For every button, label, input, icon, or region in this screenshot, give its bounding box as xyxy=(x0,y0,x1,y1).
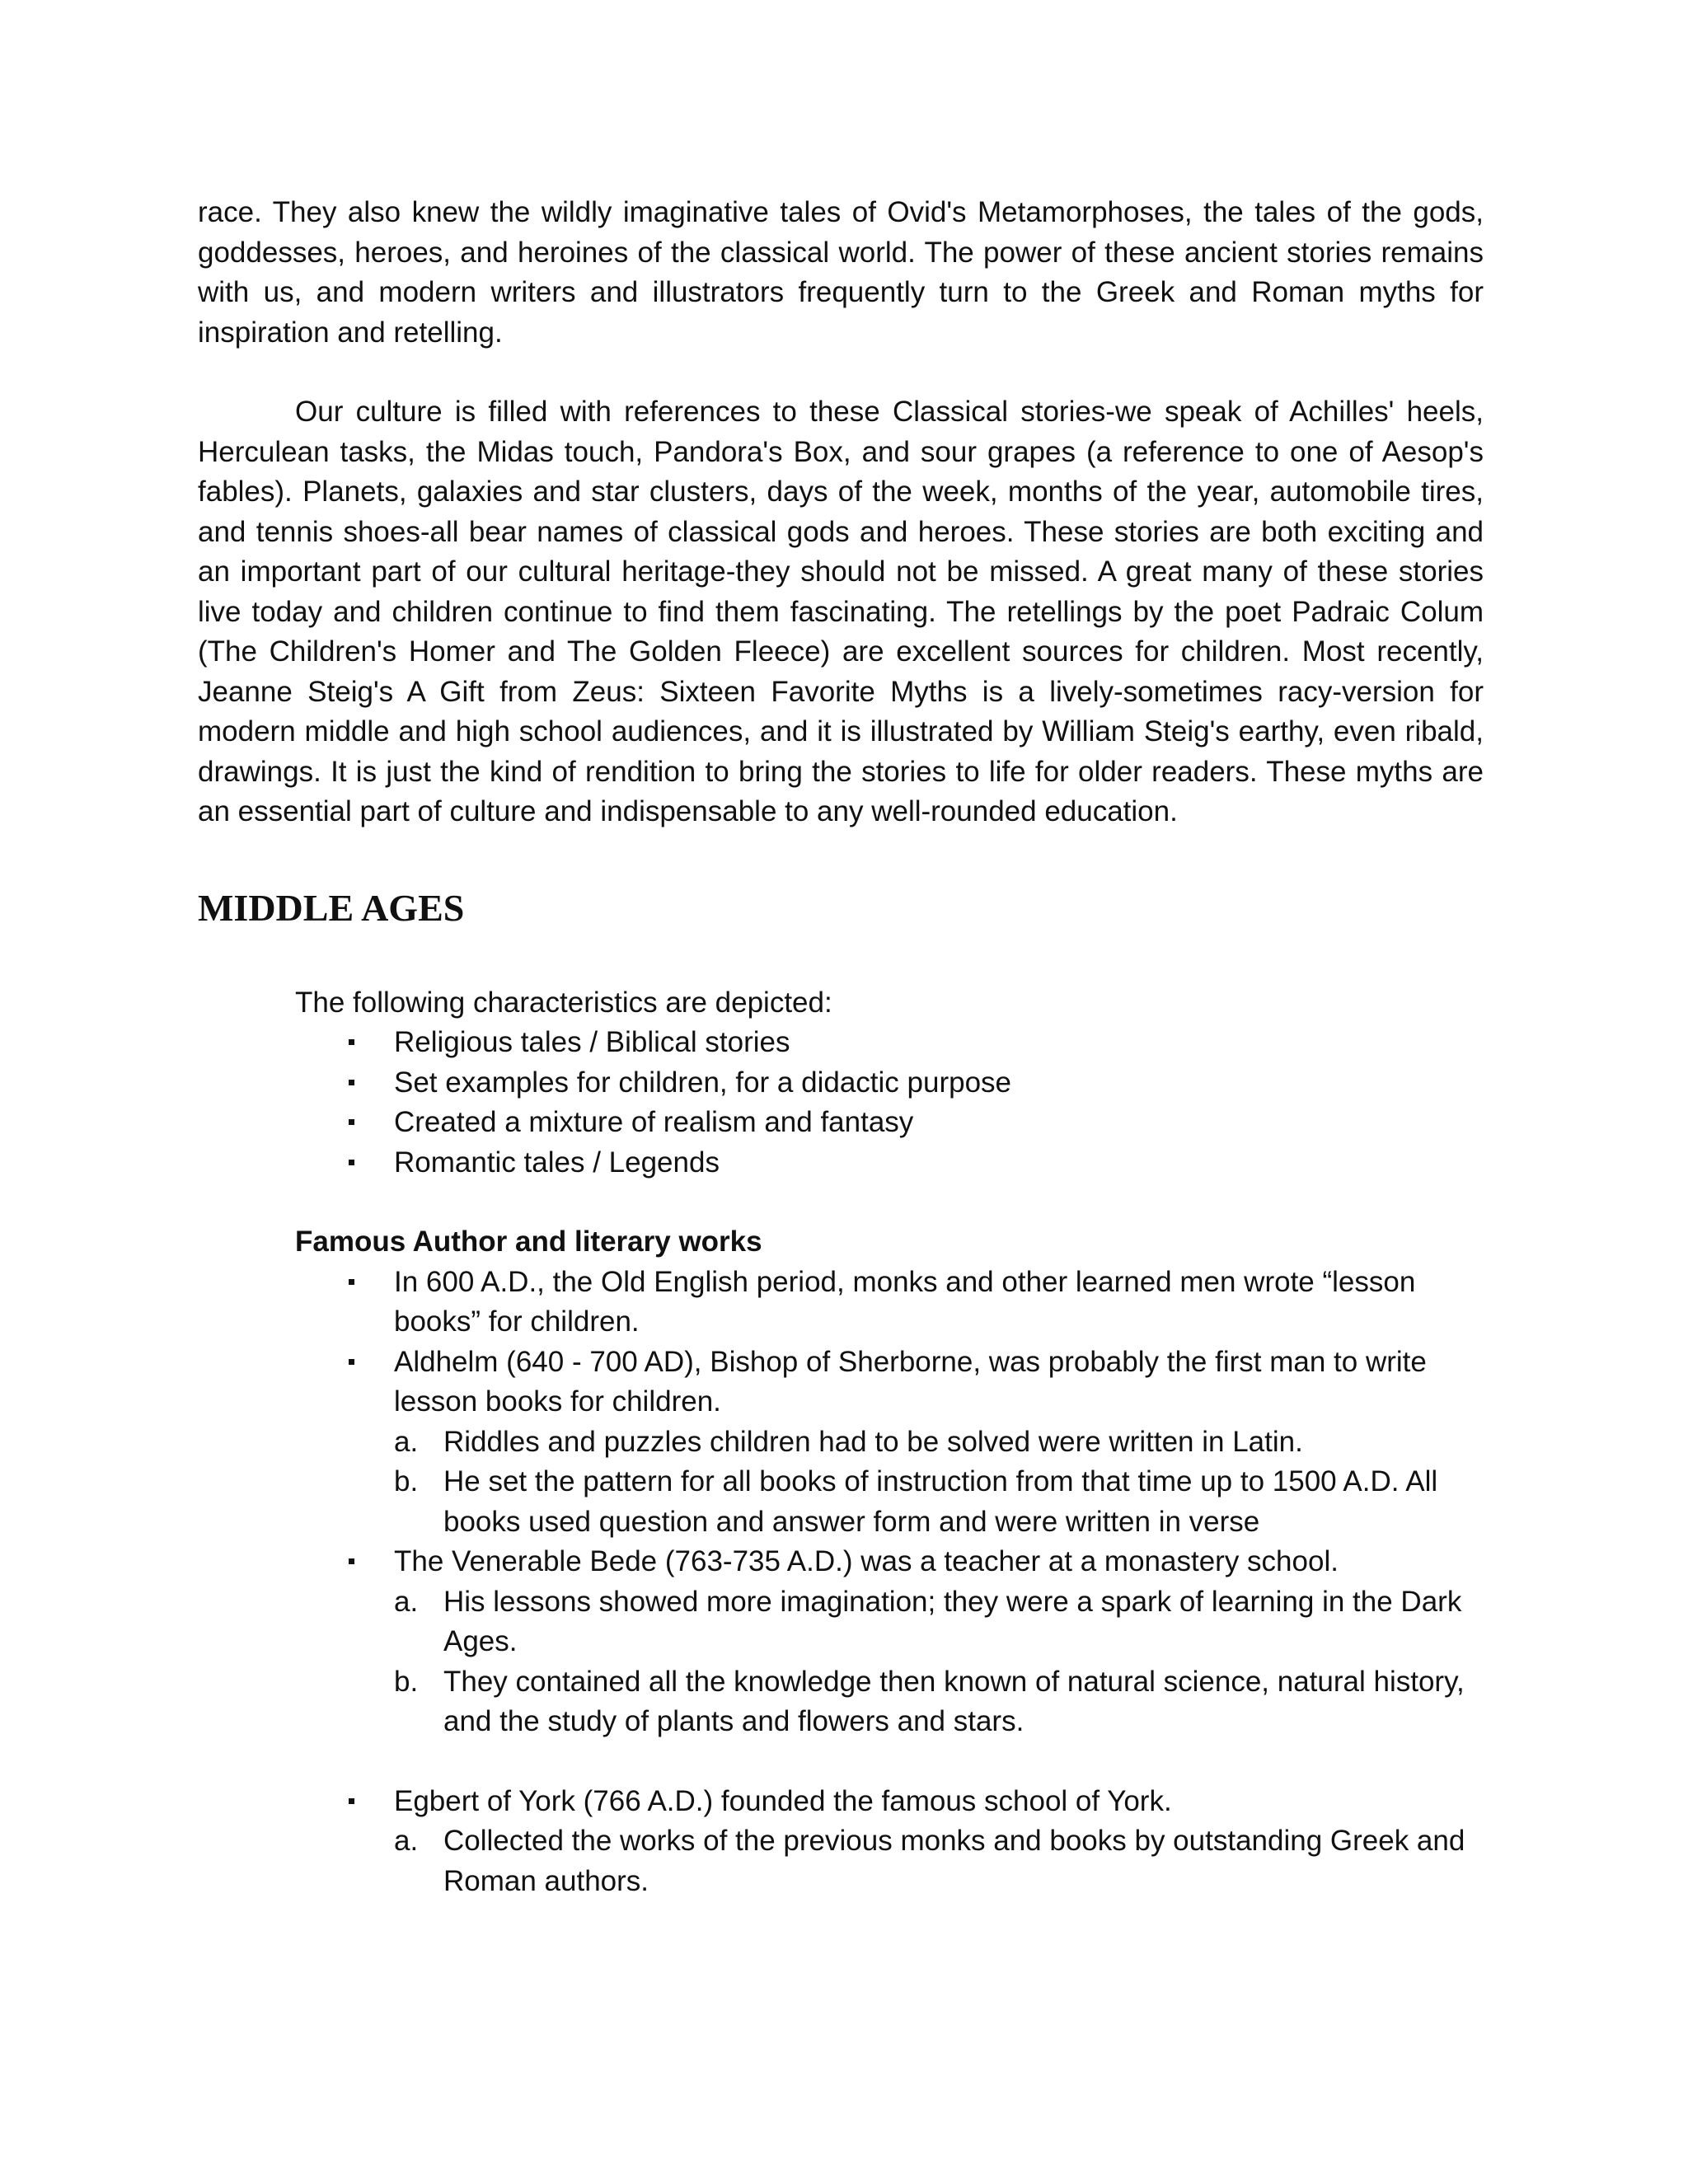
sub-list-marker: a. xyxy=(394,1825,419,1858)
paragraph-cultural-references: Our culture is filled with references to these Classical stories-we speak of Achilles' heels, Herculean tasks, the Midas touch, Pandora's Box, and sour grapes (a reference to one of Aesop's fables). Planets, galaxies and star clusters, days of the week, months of the year, automobile tires, and tennis shoes-all bear names of classical gods and heroes. These stories are both exciting and an important part of our cultural heritage-they should not be missed. A great many of these stories live today and children continue to find them fascinating. The retellings by the poet Padraic Colum (The Children's Homer and The Golden Fleece) are excellent sources for children. Most recently, Jeanne Steig's A Gift from Zeus: Sixteen Favorite Myths is a lively-sometimes racy-version for modern middle and high school audiences, and it is illustrated by William Steig's earthy, even ribald, drawings. It is just the kind of rendition to bring the stories to life for older readers. These myths are an essential part of culture and indispensable to any well-rounded education. xyxy=(198,396,1484,827)
works-heading: Famous Author and literary works xyxy=(295,1226,762,1258)
work-text: Egbert of York (766 A.D.) founded the famous school of York. xyxy=(394,1784,1172,1817)
sub-list xyxy=(394,1582,1484,1742)
sub-list-marker: b. xyxy=(394,1465,419,1498)
sub-list-item xyxy=(394,1462,1484,1542)
sub-list xyxy=(394,1821,1484,1901)
list-item: Created a mixture of realism and fantasy xyxy=(295,1103,1484,1143)
sub-list-text: He set the pattern for all books of instruction from that time up to 1500 A.D. All books used question and answer form and were written in verse xyxy=(443,1465,1438,1538)
sub-list-text: Riddles and puzzles children had to be solved were written in Latin. xyxy=(443,1425,1303,1458)
list-item: Set examples for children, for a didactic purpose xyxy=(295,1063,1484,1104)
sub-list-item xyxy=(394,1662,1484,1742)
sub-list-marker: a. xyxy=(394,1425,419,1458)
sub-list-text: His lessons showed more imagination; they were a spark of learning in the Dark Ages. xyxy=(443,1585,1462,1658)
section-body xyxy=(295,983,1484,1902)
sub-list-marker: a. xyxy=(394,1585,419,1618)
sub-list-marker: b. xyxy=(394,1665,419,1698)
paragraph-classical-tales: race. They also knew the wildly imaginative tales of Ovid's Metamorphoses, the tales of the gods, goddesses, heroes, and heroines of the classical world. The power of these ancient stories remains with us, and modern writers and illustrators frequently turn to the Greek and Roman myths for inspiration and retelling. xyxy=(198,196,1484,349)
characteristics-list xyxy=(295,1023,1484,1183)
list-item xyxy=(295,1263,1484,1343)
list-item xyxy=(295,1542,1484,1742)
list-item: Romantic tales / Legends xyxy=(295,1143,1484,1183)
work-text: Aldhelm (640 - 700 AD), Bishop of Sherborne, was probably the first man to write lesson books for children. xyxy=(394,1345,1427,1418)
list-item: Religious tales / Biblical stories xyxy=(295,1023,1484,1063)
sub-list-text: Collected the works of the previous monks and books by outstanding Greek and Roman authors. xyxy=(443,1825,1465,1897)
document-page xyxy=(198,193,1484,1901)
sub-list-item xyxy=(394,1422,1484,1463)
sub-list xyxy=(394,1422,1484,1543)
characteristics-intro: The following characteristics are depicted: xyxy=(295,986,832,1019)
list-item xyxy=(295,1782,1484,1902)
sub-list-item xyxy=(394,1582,1484,1662)
sub-list-item xyxy=(394,1821,1484,1901)
list-item xyxy=(295,1343,1484,1543)
section-heading: MIDDLE AGES xyxy=(198,886,465,929)
sub-list-text: They contained all the knowledge then known of natural science, natural history, and the study of plants and flowers and stars. xyxy=(443,1665,1465,1738)
work-text: In 600 A.D., the Old English period, monks and other learned men wrote “lesson books” for children. xyxy=(394,1265,1416,1338)
work-text: The Venerable Bede (763-735 A.D.) was a teacher at a monastery school. xyxy=(394,1545,1339,1578)
works-list xyxy=(295,1263,1484,1902)
